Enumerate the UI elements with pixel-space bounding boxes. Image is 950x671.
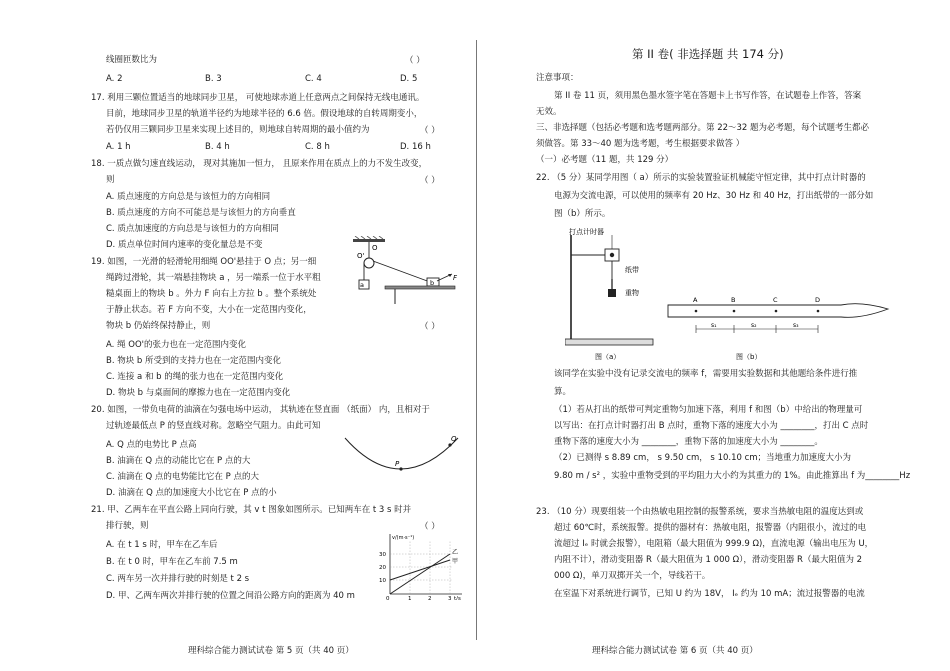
q21-paren: （ ） (420, 522, 440, 532)
q23-line-6: 在室温下对系统进行调节，已知 U 约为 18V， Iₑ 约为 10 mA；流过报警器的电流 (554, 589, 865, 599)
label-a: a (360, 281, 364, 289)
pulley (364, 258, 374, 268)
q18-line-2: 则 (106, 175, 115, 185)
q16-option-b: B. 3 (205, 74, 222, 84)
line-jia (390, 554, 450, 594)
label-p: P (395, 460, 400, 468)
x-tick-1: 1 (408, 596, 412, 600)
q22-after-6: （2）已测得 s 8.89 cm， s 9.50 cm， s 10.10 cm；当地重力加速度大小为 (554, 453, 852, 463)
weight-block (608, 289, 616, 297)
label-timer: 打点计时器 (569, 228, 604, 236)
q20-option-a: A. Q 点的电势比 P 点高 (106, 440, 197, 450)
q18-option-c: C. 质点加速度的方向总是与该恒力的方向相同 (106, 224, 279, 234)
label-tape: 纸带 (625, 266, 639, 274)
x-tick-3: 3 (448, 596, 452, 600)
section3-required: （一）必考题（11 题，共 129 分） (536, 155, 674, 165)
q23-line-5: 000 Ω)，单刀双掷开关一个，导线若干。 (554, 571, 711, 581)
label-s2: s₂ (751, 322, 757, 329)
q21-vt-graph (372, 530, 467, 600)
tape-dot-c (775, 310, 778, 313)
q22-after-4: 以写出：在打点计时器打出 B 点时，重物下落的速度大小为 ________，打出 C 点时 (554, 421, 869, 431)
q21-line-2: 排行驶，则 (106, 521, 149, 531)
q16-option-d: D. 5 (400, 74, 418, 84)
x-tick-2: 2 (428, 596, 432, 600)
q17-line-3: 若仍仅用三颗同步卫星来实现上述目的，则地球自转周期的最小值约为 (106, 125, 370, 135)
x-axis-label: t/s (454, 596, 461, 600)
q23-line-3: 流超过 Iₑ 时就会报警），电阻箱（最大阻值为 999.9 Ω)，直流电源（输出电压为 U， (554, 539, 874, 549)
q18-option-d: D. 质点单位时间内速率的变化量总是不变 (106, 240, 263, 250)
q23-line-2: 超过 60℃时，系统报警。提供的器材有：热敏电阻，报警器（内阻很小，流过的电 (554, 523, 867, 533)
notice-heading: 注意事项： (536, 73, 579, 83)
point-p (399, 467, 402, 470)
label-c: C (773, 296, 778, 304)
caption-a: 图（a） (595, 353, 621, 361)
q22-line-2: 电源为交流电源，可以使用的频率有 20 Hz、30 Hz 和 40 Hz，打出纸带的一部分如 (554, 191, 874, 201)
label-a: A (693, 296, 698, 304)
label-yi: 乙 (452, 549, 459, 556)
y-tick-10: 10 (379, 578, 386, 584)
q22-after-2: 算。 (554, 387, 572, 397)
q19-line-5: 物块 b 仍始终保持静止，则 (106, 321, 211, 331)
right-page (480, 0, 950, 671)
q22-line-1: 22. （5 分）某同学用图（ a）所示的实验装置验证机械能守恒定律，其中打点计时器的 (536, 173, 866, 183)
tape-dot-a (695, 310, 698, 313)
caption-b: 图（b） (736, 353, 762, 361)
q17-paren: （ ） (420, 126, 440, 136)
q22-figure-a (565, 227, 657, 362)
q17-option-a: A. 1 h (106, 142, 131, 152)
q22-after-1: 该同学在实验中没有记录交流电的频率 f，需要用实验数据和其他题给条件进行推 (554, 369, 858, 379)
grid (390, 540, 452, 594)
q22-after-5: 重物下落的速度大小为 ________，重物下落的加速度大小为 ________。 (554, 437, 823, 447)
q21-line-1: 21. 甲、乙两车在平直公路上同向行驶，其 v t 图象如图所示。已知两车在 t 3 s 时并 (91, 505, 412, 515)
y-tick-20: 20 (379, 565, 386, 571)
q16-stem: 线圈匝数比为 (106, 55, 158, 65)
q20-option-b: B. 油滴在 Q 点的动能比它在 P 点的大 (106, 456, 251, 466)
q19-option-d: D. 物块 b 与桌面间的摩擦力也在一定范围内变化 (106, 388, 291, 398)
q19-paren: （ ） (420, 322, 440, 332)
q23-line-1: 23. （10 分）现要组装一个由热敏电阻控制的报警系统，要求当热敏电阻的温度达到或 (536, 507, 864, 517)
q18-option-a: A. 质点速度的方向总是与该恒力的方向相同 (106, 192, 271, 202)
label-f: F (453, 274, 458, 282)
q20-line-2: 过轨迹最低点 P 的竖直线对称。忽略空气阻力。由此可知 (106, 421, 321, 431)
label-d: D (815, 296, 821, 304)
q19-figure (345, 236, 460, 306)
q22-after-7: 9.80 m / s² ，实验中重物受到的平均阻力大小约为其重力的 1%。由此推算出 f 为________Hz (554, 471, 911, 481)
notice-line-2: 无效。 (536, 107, 562, 117)
label-weight: 重物 (625, 289, 639, 297)
table (385, 286, 455, 289)
line-yi (390, 560, 450, 580)
q17-option-c: C. 8 h (305, 142, 330, 152)
x-tick-0: 0 (386, 596, 390, 600)
q18-option-b: B. 质点速度的方向不可能总是与该恒力的方向垂直 (106, 208, 296, 218)
label-b: B (731, 296, 736, 304)
q21-option-a: A. 在 t 1 s 时，甲车在乙车后 (106, 540, 218, 550)
rope-ab (373, 261, 430, 282)
left-page-footer: 理科综合能力测试试卷 第 5 页（共 40 页） (188, 646, 354, 656)
y-axis-label: v/(m·s⁻¹) (392, 535, 415, 541)
y-tick-30: 30 (379, 552, 386, 558)
tape-dot-b (733, 310, 736, 313)
q19-option-a: A. 绳 OO'的张力也在一定范围内变化 (106, 340, 246, 350)
q19-line-4: 于静止状态。若 F 方向不变，大小在一定范围内变化， (106, 305, 312, 315)
section3-line-1: 三、非选择题（包括必考题和选考题两部分。第 22～32 题为必考题，每个试题考生都必 (536, 123, 870, 133)
q21-option-b: B. 在 t 0 时，甲车在乙车前 7.5 m (106, 557, 238, 567)
stand-base (565, 339, 653, 345)
label-s1: s₁ (711, 322, 717, 329)
q22-after-3: （1）若从打出的纸带可判定重物匀加速下落，利用 f 和图（b）中给出的物理量可 (554, 405, 863, 415)
label-b: b (430, 279, 435, 287)
q19-option-b: B. 物块 b 所受到的支持力也在一定范围内变化 (106, 356, 282, 366)
tape-strip (668, 304, 888, 318)
q19-line-3: 糙桌面上的物块 b 。外力 F 向右上方拉 b 。整个系统处 (106, 289, 317, 299)
q20-option-c: C. 油滴在 Q 点的电势能比它在 P 点的大 (106, 472, 259, 482)
q22-line-3: 图（b）所示。 (554, 209, 611, 219)
q21-option-c: C. 两车另一次并排行驶的时刻是 t 2 s (106, 574, 250, 584)
q20-option-d: D. 油滴在 Q 点的加速度大小比它在 P 点的小 (106, 488, 277, 498)
q20-line-1: 20. 如图，一带负电荷的油滴在匀强电场中运动， 其轨迹在竖直面 （纸面） 内，且相对于 (91, 405, 430, 415)
section3-line-2: 须做答。第 33～40 题为选考题，考生根据要求做答 ） (536, 139, 745, 149)
q20-figure (340, 430, 465, 486)
q21-option-d: D. 甲、乙两车两次并排行驶的位置之间沿公路方向的距离为 40 m (106, 591, 355, 601)
q18-line-1: 18. 一质点做匀速直线运动， 现对其施加一恒力， 且原来作用在质点上的力不发生改变， (91, 159, 428, 169)
section-title: 第 II 卷( 非选择题 共 174 分) (632, 47, 784, 61)
trajectory (345, 438, 458, 469)
label-q: Q (451, 435, 457, 443)
q17-option-b: B. 4 h (205, 142, 230, 152)
label-o: O (372, 244, 378, 252)
q23-line-4: 内阻不计），滑动变阻器 R（最大阻值为 1 000 Ω），滑动变阻器 R（最大阻值为 2 (554, 555, 863, 565)
right-page-footer: 理科综合能力测试试卷 第 6 页（共 40 页） (592, 646, 758, 656)
label-o-prime: O' (357, 252, 365, 260)
notice-line-1: 第 II 卷 11 页，须用黑色墨水签字笔在答题卡上书写作答，在试题卷上作答，答案 (554, 91, 862, 101)
label-s3: s₃ (793, 322, 799, 329)
q22-figure-b (666, 287, 891, 362)
q18-paren: （ ） (420, 176, 440, 186)
tape-dot-d (817, 310, 820, 313)
q16-option-a: A. 2 (106, 74, 123, 84)
q17-line-2: 目前，地球同步卫星的轨道半径约为地球半径的 6.6 倍。假设地球的自转周期变小， (106, 109, 423, 119)
q19-line-2: 绳跨过滑轮，其一端悬挂物块 a ，另一端系一位于水平粗 (106, 273, 321, 283)
q16-option-c: C. 4 (305, 74, 322, 84)
q19-line-1: 19. 如图，一光滑的轻滑轮用细绳 OO'悬挂于 O 点；另一细 (91, 257, 317, 267)
label-jia: 甲 (452, 558, 459, 565)
q19-option-c: C. 连接 a 和 b 的绳的张力也在一定范围内变化 (106, 372, 284, 382)
page-divider (476, 40, 477, 640)
ceiling (353, 239, 385, 242)
q16-paren: （ ） (405, 56, 425, 66)
point-q (448, 443, 451, 446)
q17-option-d: D. 16 h (400, 142, 431, 152)
q17-line-1: 17. 利用三颗位置适当的地球同步卫星， 可使地球赤道上任意两点之间保持无线电通讯。 (91, 93, 425, 103)
